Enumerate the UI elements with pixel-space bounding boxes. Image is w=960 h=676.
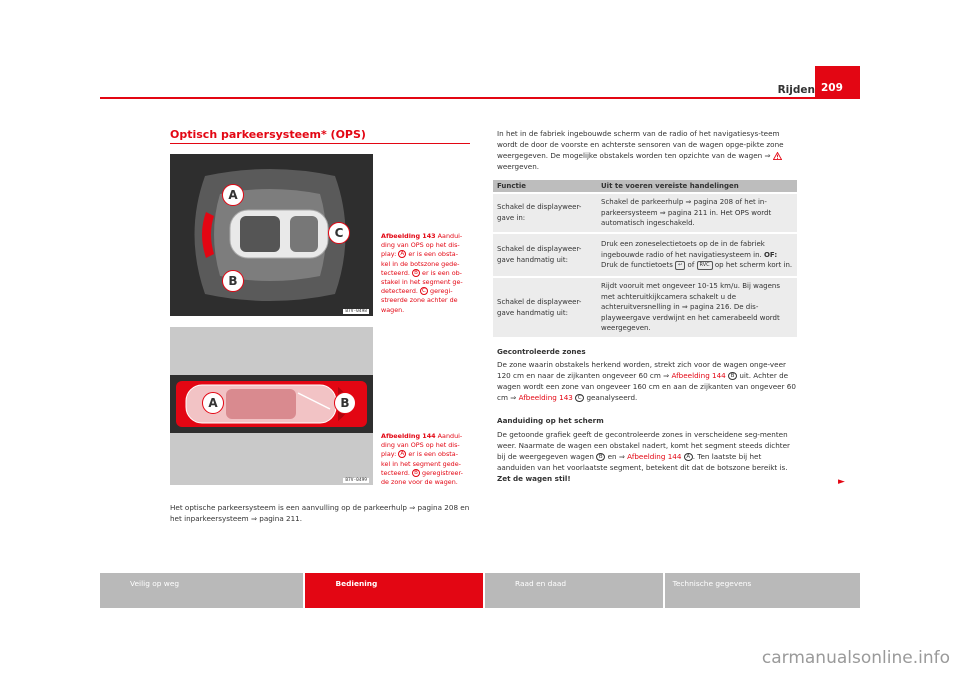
table-row [493, 277, 797, 337]
figure-143-caption: Afbeelding 143 Aandui- ding van OPS op het dis- play: A er is een obsta- kel in de botszone gede- tecteerd. B er is een ob- stakel in het segment ge- detecteerd. C geregi- streerde zone achter de wagen. [381, 232, 463, 314]
callout-c: C [328, 222, 350, 244]
footer-nav [100, 573, 860, 608]
table-cell-action: Schakel de parkeerhulp ⇒ pagina 208 of het in-parkeersysteem ⇒ pagina 211 in. Het OPS wordt automatisch ingeschakeld. [597, 193, 797, 233]
screen-display-paragraph: De getoonde grafiek geeft de gecontroleerde zones in verscheidene seg-menten weer. Naarmate de wagen een obstakel nadert, komt het segment steeds dichter bij de weergegeven wagen B en ⇒ Afbeelding 144 A . Ten laatste bij het aanduiden van het voorlaatste segment, betekent dit dat de botszone bereikt is. Zet de wagen stil! [497, 430, 790, 484]
section-rule [170, 143, 470, 144]
figure-143-rear-display [170, 154, 373, 316]
table-row [493, 193, 797, 233]
table-cell-function: Schakel de displayweer-gave handmatig uit: [493, 277, 597, 337]
figure-code: B7V-0498 [345, 309, 367, 314]
table-cell-action: Druk een zoneselectietoets op de in de fabriek ingebouwde radio of het navigatiesysteem in. OF: Druk de functietoets ↩ of RVC op het scherm kort in. [597, 233, 797, 277]
chapter-title: Rijden [777, 84, 815, 96]
controlled-zones-paragraph: De zone waarin obstakels herkend worden, strekt zich voor de wagen onge-veer 120 cm en naar de zijkanten ongeveer 60 cm ⇒ Afbeelding 144 B uit. Achter de wagen wordt een zone van ongeveer 160 cm en aan de zijkanten van ongeveer 60 cm ⇒ Afbeelding 143 C geanalyseerd. [497, 360, 796, 403]
screen-display-heading: Aanduiding op het scherm [497, 416, 604, 425]
callout-b: B [334, 392, 356, 414]
table-header-actions: Uit te voeren vereiste handelingen [597, 180, 797, 193]
controlled-zones-heading: Gecontroleerde zones [497, 347, 586, 356]
callout-b: B [222, 270, 244, 292]
figure-144-link[interactable]: Afbeelding 144 [627, 452, 682, 462]
callout-a: A [222, 184, 244, 206]
header-rule [100, 97, 860, 99]
figure-144-link[interactable]: Afbeelding 144 [671, 371, 726, 381]
table-cell-action: Rijdt vooruit met ongeveer 10-15 km/u. Bij wagens met achteruitkijkcamera schakelt u de achteruitversnelling in ⇒ pagina 216. De dis-playweergave verdwijnt en het camerabeeld wordt weergegeven. [597, 277, 797, 337]
section-title: Optisch parkeersysteem* (OPS) [170, 128, 366, 141]
warning-icon [773, 152, 782, 160]
continue-arrow-icon: ► [838, 477, 845, 487]
page-number: 209 [815, 66, 860, 99]
rvc-key-icon: RVC [697, 261, 713, 270]
figure-143-link[interactable]: Afbeelding 143 [518, 393, 573, 403]
tab-technische-gegevens[interactable]: Technische gegevens [665, 573, 860, 608]
table-header-function: Functie [493, 180, 597, 193]
table-cell-function: Schakel de displayweer-gave in: [493, 193, 597, 233]
figure-code: B7V-0499 [345, 478, 367, 483]
intro-paragraph: Het optische parkeersysteem is een aanvulling op de parkeerhulp ⇒ pagina 208 en het inparkeersysteem ⇒ pagina 211. [170, 503, 470, 524]
tab-raad-en-daad[interactable]: Raad en daad [485, 573, 663, 608]
ops-functions-table [493, 180, 797, 337]
return-key-icon: ↩ [675, 261, 685, 270]
callout-a: A [202, 392, 224, 414]
tab-veilig-op-weg[interactable]: Veilig op weg [100, 573, 303, 608]
tab-bediening[interactable]: Bediening [305, 573, 483, 608]
watermark: carmanualsonline.info [761, 648, 950, 668]
figure-144-front-display [170, 327, 373, 485]
figure-144-caption: Afbeelding 144 Aandui- ding van OPS op het dis- play: A er is een obsta- kel in het segment gede- tecteerd. B geregistreer- de zone voor de wagen. [381, 432, 463, 487]
right-intro-paragraph: In het in de fabriek ingebouwde scherm van de radio of het navigatiesys-teem wordt de door de voorste en achterste sensoren van de wagen opge-pikte zone weergegeven. De mogelijke obstakels worden ten opzichte van de wagen ⇒ weergeven. [497, 129, 784, 172]
table-cell-function: Schakel de displayweer-gave handmatig uit: [493, 233, 597, 277]
table-row [493, 233, 797, 277]
